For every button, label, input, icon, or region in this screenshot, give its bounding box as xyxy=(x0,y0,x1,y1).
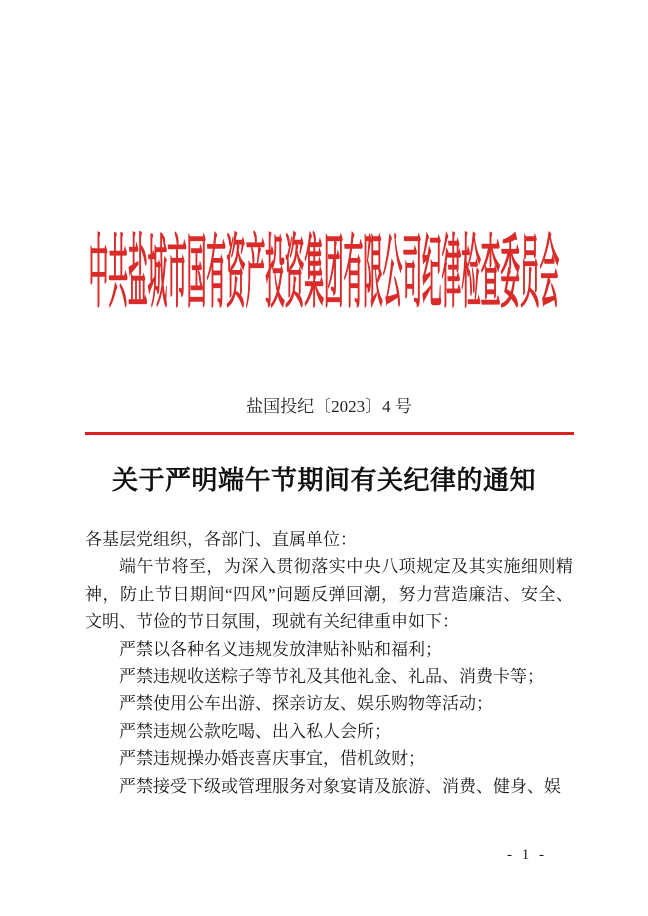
page-number: - 1 - xyxy=(507,847,547,863)
salutation-line: 各基层党组织，各部门、直属单位： xyxy=(85,530,357,549)
body-paragraph: 严禁违规收送粽子等节礼及其他礼金、礼品、消费卡等； xyxy=(119,667,544,687)
notice-body xyxy=(85,526,573,800)
red-divider-rule xyxy=(85,432,574,435)
body-paragraph: 严禁违规操办婚丧喜庆事宜，借机敛财； xyxy=(119,749,425,769)
notice-title: 关于严明端午节期间有关纪律的通知 xyxy=(111,466,536,495)
body-paragraph: 端午节将至，为深入贯彻落实中央八项规定及其实施细则精神，防止节日期间“四风”问题反弹回潮，努力营造廉洁、安全、文明、节俭的节日氛围，现就有关纪律重申如下： xyxy=(85,557,573,632)
org-header-red-title: 中共盐城市国有资产投资集团有限公司纪律检查委员会 xyxy=(88,230,560,318)
body-paragraph: 严禁以各种名义违规发放津贴补贴和福利； xyxy=(119,639,442,659)
body-paragraph: 严禁接受下级或管理服务对象宴请及旅游、消费、健身、娱 xyxy=(119,776,561,796)
body-paragraph: 严禁违规公款吃喝、出入私人会所； xyxy=(119,721,391,741)
body-paragraph: 严禁使用公车出游、探亲访友、娱乐购物等活动； xyxy=(119,694,493,714)
document-number: 盐国投纪〔2023〕4 号 xyxy=(246,397,412,416)
